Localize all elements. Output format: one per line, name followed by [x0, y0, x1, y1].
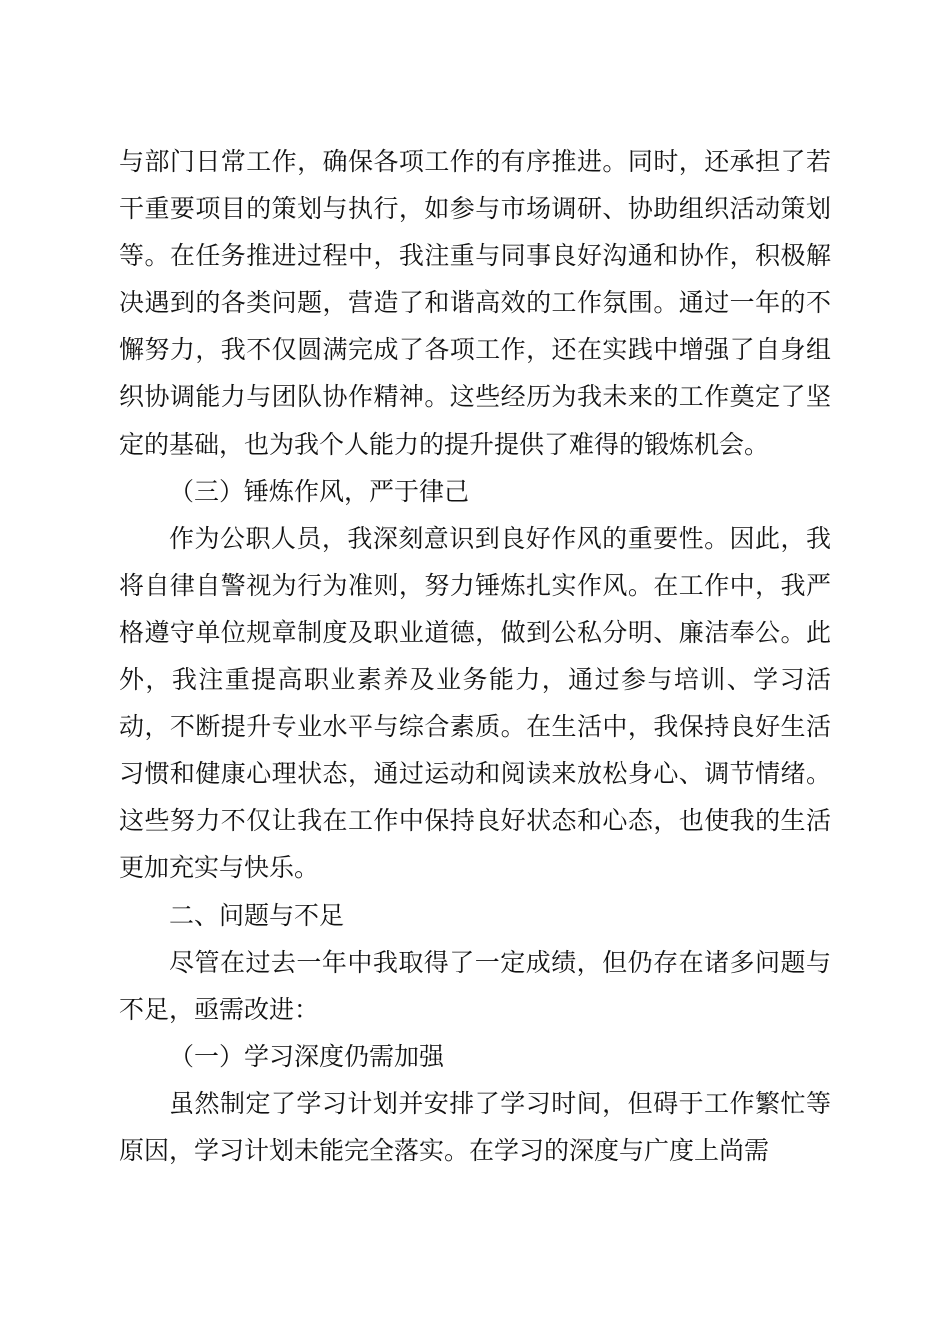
paragraph-work-continuation: 与部门日常工作，确保各项工作的有序推进。同时，还承担了若干重要项目的策划与执行，如参与市场调研、协助组织活动策划等。在任务推进过程中，我注重与同事良好沟通和协作，积极解决遇到的各类问题，营造了和谐高效的工作氛围。通过一年的不懈努力，我不仅圆满完成了各项工作，还在实践中增强了自身组织协调能力与团队协作精神。这些经历为我未来的工作奠定了坚定的基础，也为我个人能力的提升提供了难得的锻炼机会。 [119, 147, 831, 459]
section-heading-problems: 二、问题与不足 [169, 900, 345, 930]
paragraph-problems-intro: 尽管在过去一年中我取得了一定成绩，但仍存在诸多问题与不足，亟需改进： [119, 947, 831, 1024]
subheading-conduct: （三）锤炼作风，严于律己 [169, 476, 470, 506]
document-body [119, 138, 831, 1174]
paragraph-study: 虽然制定了学习计划并安排了学习时间，但碍于工作繁忙等原因，学习计划未能完全落实。在学习的深度与广度上尚需 [119, 1088, 831, 1165]
paragraph-conduct: 作为公职人员，我深刻意识到良好作风的重要性。因此，我将自律自警视为行为准则，努力锤炼扎实作风。在工作中，我严格遵守单位规章制度及职业道德，做到公私分明、廉洁奉公。此外，我注重提高职业素养及业务能力，通过参与培训、学习活动，不断提升专业水平与综合素质。在生活中，我保持良好生活习惯和健康心理状态，通过运动和阅读来放松身心、调节情绪。这些努力不仅让我在工作中保持良好状态和心态，也使我的生活更加充实与快乐。 [119, 523, 831, 883]
subheading-study: （一）学习深度仍需加强 [169, 1041, 445, 1071]
